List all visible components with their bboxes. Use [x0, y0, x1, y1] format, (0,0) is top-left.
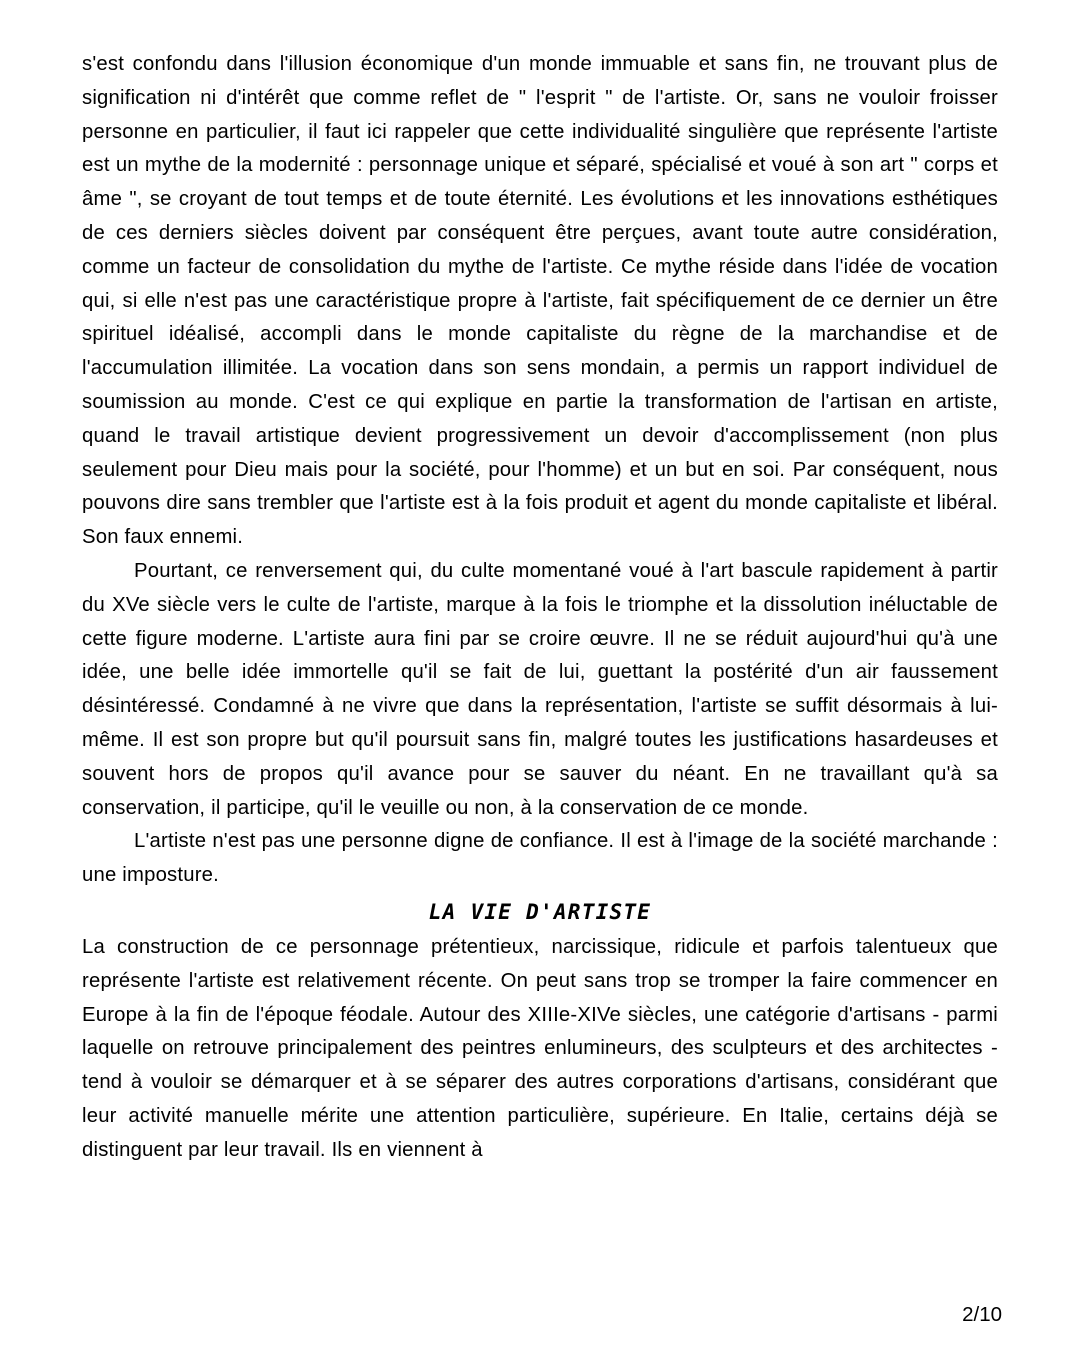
document-body	[82, 48, 998, 1168]
paragraph-construction: La construction de ce personnage prétentieux, narcissique, ridicule et parfois talentueux que représente l'artiste est relativement récente. On peut sans trop se tromper la faire commencer en Europe à la fin de l'époque féodale. Autour des XIIIe-XIVe siècles, une catégorie d'artisans - parmi laquelle on retrouve principalement des peintres enlumineurs, des sculpteurs et des architectes - tend à vouloir se démarquer et à se séparer des autres corporations d'artisans, considérant que leur activité manuelle mérite une attention particulière, supérieure. En Italie, certains déjà se distinguent par leur travail. Ils en viennent à	[82, 935, 998, 1161]
paragraph-continued: s'est confondu dans l'illusion économique d'un monde immuable et sans fin, ne trouvant plus de signification ni d'intérêt que comme reflet de " l'esprit " de l'artiste. Or, sans ne vouloir froisser personne en particulier, il faut ici rappeler que cette individualité singulière que représente l'artiste est un mythe de la modernité : personnage unique et séparé, spécialisé et voué à son art " corps et âme ", se croyant de tout temps et de toute éternité. Les évolutions et les innovations esthétiques de ces derniers siècles doivent par conséquent être perçues, avant toute autre considération, comme un facteur de consolidation du mythe de l'artiste. Ce mythe réside dans l'idée de vocation qui, si elle n'est pas une caractéristique propre à l'artiste, fait spécifiquement de ce dernier un être spirituel idéalisé, accompli dans le monde capitaliste du règne de la marchandise et de l'accumulation illimitée. La vocation dans son sens mondain, a permis un rapport individuel de soumission au monde. C'est ce qui explique en partie la transformation de l'artisan en artiste, quand le travail artistique devient progressivement un devoir d'accomplissement (non plus seulement pour Dieu mais pour la société, pour l'homme) et un but en soi. Par conséquent, nous pouvons dire sans trembler que l'artiste est à la fois produit et agent du monde capitaliste et libéral. Son faux ennemi.	[82, 53, 998, 549]
paragraph-pourtant: Pourtant, ce renversement qui, du culte momentané voué à l'art bascule rapidement à partir du XVe siècle vers le culte de l'artiste, marque à la fois le triomphe et la dissolution inéluctable de cette figure moderne. L'artiste aura fini par se croire œuvre. Il ne se réduit aujourd'hui qu'à une idée, une belle idée immortelle qu'il se fait de lui, guettant la postérité d'un air faussement désintéressé. Condamné à ne vivre que dans la représentation, l'artiste se suffit désormais à lui-même. Il est son propre but qu'il poursuit sans fin, malgré toutes les justifications hasardeuses et souvent hors de propos qu'il avance pour se sauver du néant. En ne travaillant qu'à sa conservation, il participe, qu'il le veuille ou non, à la conservation de ce monde.	[82, 559, 998, 819]
page-number: 2/10	[962, 1303, 1002, 1326]
paragraph-confiance: L'artiste n'est pas une personne digne de confiance. Il est à l'image de la société marchande : une imposture.	[82, 830, 998, 887]
section-heading: LA VIE D'ARTISTE	[428, 899, 652, 924]
